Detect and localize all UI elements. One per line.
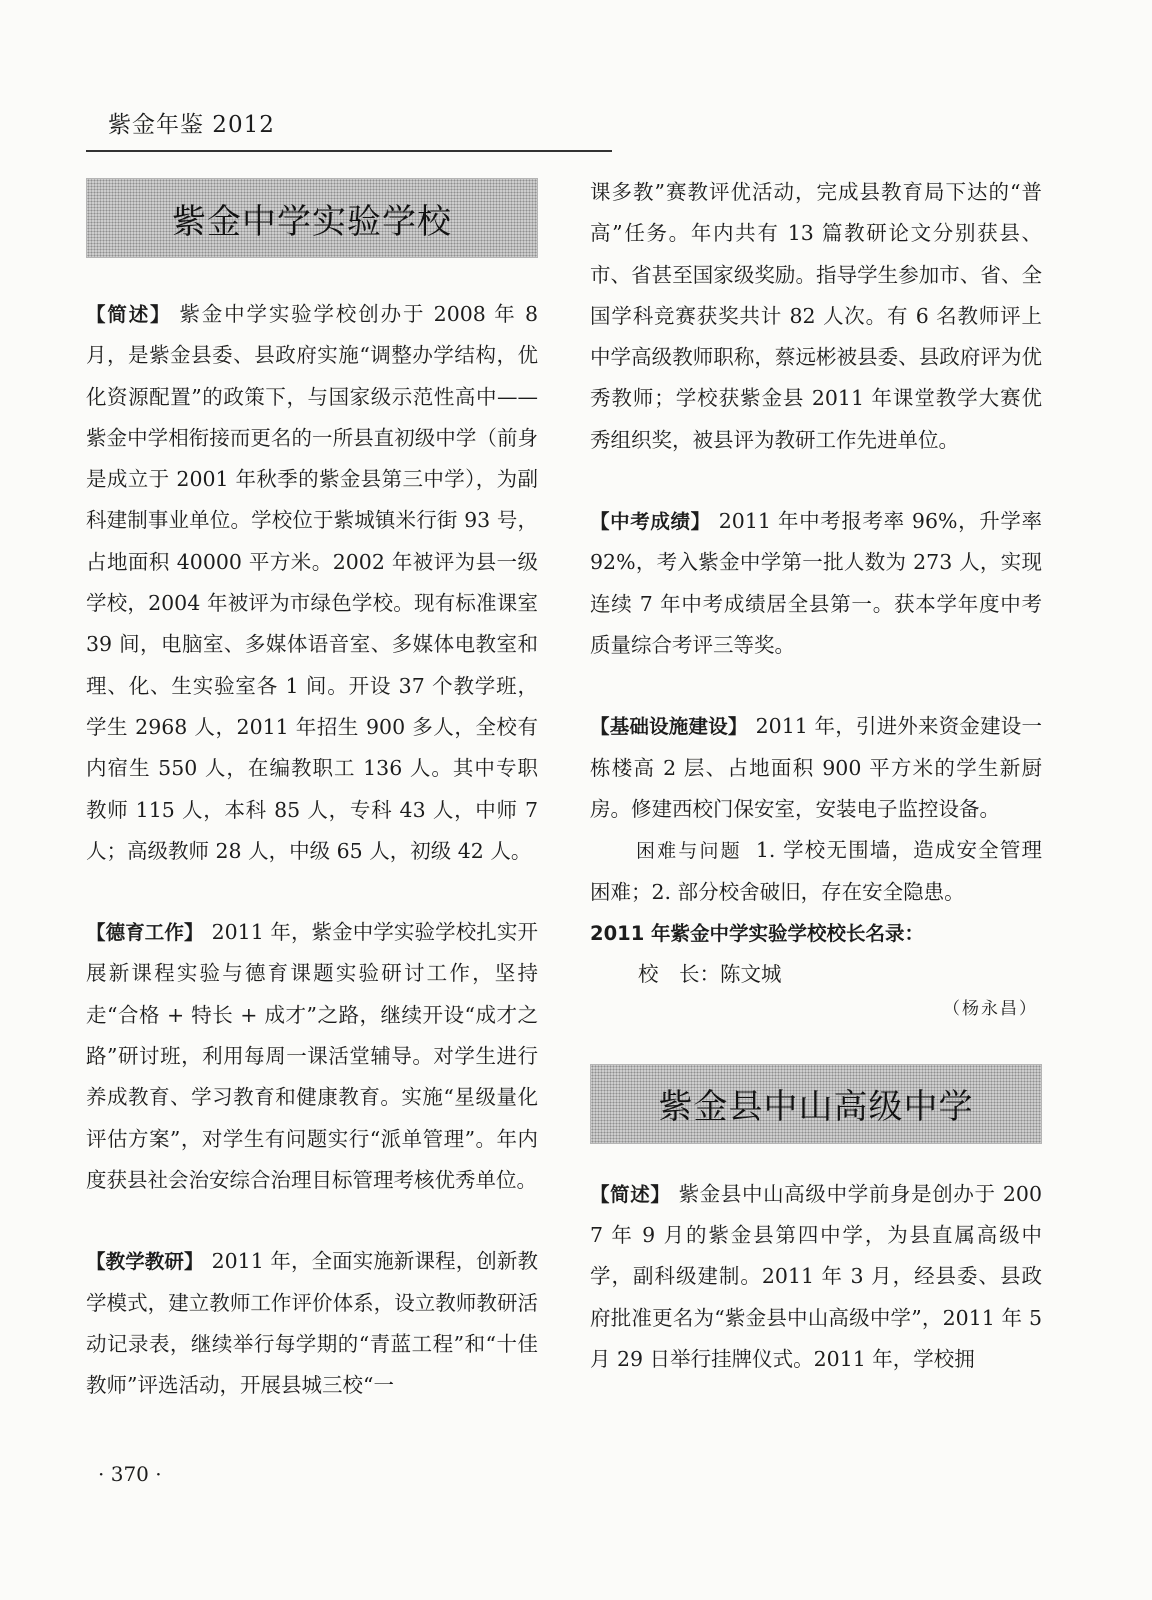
overview-text: 紫金中学实验学校创办于 2008 年 8 月，是紫金县委、县政府实施“调整办学结构，优化资源配置”的政策下，与国家级示范性高中——紫金中学相衔接而更名的一所县直初级中学（前身是成立于 2001 年秋季的紫金县第三中学），为副科建制事业单位。学校位于紫城镇米行街 93 号，占地面积 40000 平方米。2002 年被评为县一级学校，2004 年被评为市绿色学校。现有标准课室 39 间，电脑室、多媒体语音室、多媒体电教室和理、化、生实验室各 1 间。开设 37 个教学班，学生 2968 人，2011 年招生 900 多人，全校有内宿生 550 人，在编教职工 136 人。其中专职教师 115 人，本科 85 人，专科 43 人，中师 7 人；高级教师 28 人，中级 65 人，初级 42 人。 [86,302,538,863]
overview-text-2: 紫金县中山高级中学前身是创办于 2007 年 9 月的紫金县第四中学，为县直属高级中学，副科级建制。2011 年 3 月，经县委、县政府批准更名为“紫金县中山高级中学”，2011 年 5 月 29 日举行挂牌仪式。2011 年，学校拥 [590,1181,1042,1371]
page-number: · 370 · [98,1462,162,1486]
infrastructure-text: 2011 年，引进外来资金建设一栋楼高 2 层、占地面积 900 平方米的学生新厨房。修建西校门保安室，安装电子监控设备。 [590,714,1042,821]
infrastructure-paragraph [590,706,1042,830]
moral-education-text: 2011 年，紫金中学实验学校扎实开展新课程实验与德育课题实验研讨工作，坚持走“合格 + 特长 + 成才”之路，继续开设“成才之路”研讨班，利用每周一课活堂辅导。对学生进行养成教育、学习教育和健康教育。实施“星级量化评估方案”，对学生有问题实行“派单管理”。年内度获县社会治安综合治理目标管理考核优秀单位。 [86,920,538,1192]
issues-paragraph [590,830,1042,914]
running-head: 紫金年鉴 2012 [108,112,275,138]
exam-results-paragraph [590,501,1042,666]
principal-roster-entry: 校 长：陈文城 [638,961,782,986]
overview-label: 【简述】 [86,303,172,326]
issues-text: 1. 学校无围墙，造成安全管理困难；2. 部分校舍破旧，存在安全隐患。 [590,838,1042,905]
infrastructure-label: 【基础设施建设】 [590,715,748,739]
moral-education-label: 【德育工作】 [86,921,204,945]
teaching-research-text: 2011 年，全面实施新课程，创新教学模式，建立教师工作评价体系，设立教师教研活动记录表，继续举行每学期的“青蓝工程”和“十佳教师”评选活动，开展县城三校“一 [86,1249,538,1398]
section-title-banner [86,178,538,258]
exam-results-text: 2011 年中考报考率 96%，升学率 92%，考入紫金中学第一批人数为 273 人，实现连续 7 年中考成绩居全县第一。获本学年度中考质量综合考评三等奖。 [590,509,1042,657]
section-title: 紫金中学实验学校 [172,201,452,242]
section-title-banner-2 [590,1064,1042,1144]
overview-paragraph [86,294,538,872]
issues-label: 困难与问题 [636,840,742,863]
teaching-research-continued: 课多教”赛教评优活动，完成县教育局下达的“普高”任务。年内共有 13 篇教研论文分别获县、市、省甚至国家级奖励。指导学生参加市、省、全国学科竞赛获奖共计 82 人次。有 6 名教师评上中学高级教师职称，蔡远彬被县委、县政府评为优秀教师；学校获紫金县 2011 年课堂教学大赛优秀组织奖，被县评为教研工作先进单位。 [590,180,1042,452]
overview-paragraph-2 [590,1174,1042,1380]
teaching-research-label: 【教学教研】 [86,1250,204,1274]
section-title-2: 紫金县中山高级中学 [658,1087,974,1128]
author-credit: （杨永昌） [943,998,1038,1019]
overview-label-2: 【简述】 [590,1182,671,1206]
principal-roster-title: 2011 年紫金中学实验学校校长名录： [590,921,925,945]
teaching-research-paragraph [86,1241,538,1406]
right-column [590,172,1042,1380]
exam-results-label: 【中考成绩】 [590,510,711,534]
left-column [86,178,538,1406]
moral-education-paragraph [86,912,538,1201]
header-rule [86,150,612,152]
